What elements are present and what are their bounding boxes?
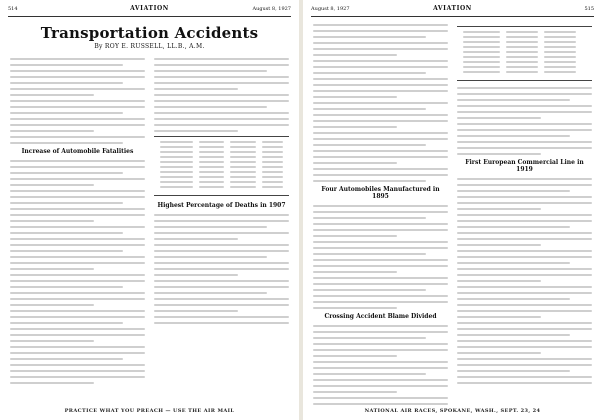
magazine-title: AVIATION — [130, 5, 169, 12]
header-rule — [8, 16, 291, 17]
body-text-block — [313, 24, 448, 182]
section-subhead: First European Commercial Line in 1919 — [465, 159, 584, 173]
header-rule — [311, 16, 594, 17]
left-column-2 — [154, 58, 289, 328]
body-text-block — [457, 178, 592, 384]
issue-date: August 8, 1927 — [311, 6, 350, 12]
page-number: 514 — [8, 6, 18, 12]
body-text-block — [154, 58, 289, 132]
issue-date: August 8, 1927 — [252, 6, 291, 12]
left-page — [0, 0, 299, 420]
magazine-title: AVIATION — [433, 5, 472, 12]
body-text-block — [313, 205, 448, 309]
left-page-footer: PRACTICE WHAT YOU PREACH — USE THE AIR MAIL — [64, 408, 235, 414]
page-number: 515 — [584, 6, 594, 12]
body-text-block — [313, 325, 448, 405]
article-byline: By ROY E. RUSSELL, LL.B., A.M. — [94, 43, 205, 50]
section-subhead: Crossing Accident Blame Divided — [324, 313, 437, 320]
section-subhead: Increase of Automobile Fatalities — [21, 148, 134, 155]
body-text-block — [10, 160, 145, 384]
right-page-footer: NATIONAL AIR RACES, SPOKANE, WASH., SEPT. 23, 24 — [364, 408, 541, 414]
body-text-block — [10, 58, 145, 144]
statistics-table — [457, 26, 592, 81]
right-column-2 — [457, 24, 592, 388]
body-text-block — [457, 87, 592, 155]
body-text-block — [154, 214, 289, 324]
right-page-header — [311, 6, 594, 16]
section-subhead: Highest Percentage of Deaths in 1907 — [157, 202, 286, 209]
section-subhead: Four Automobiles Manufactured in 1895 — [321, 186, 440, 200]
left-column-1 — [10, 58, 145, 388]
right-column-1 — [313, 24, 448, 409]
statistics-table — [154, 136, 289, 196]
left-page-header — [8, 6, 291, 16]
article-title: Transportation Accidents — [40, 24, 259, 42]
right-page — [303, 0, 602, 420]
